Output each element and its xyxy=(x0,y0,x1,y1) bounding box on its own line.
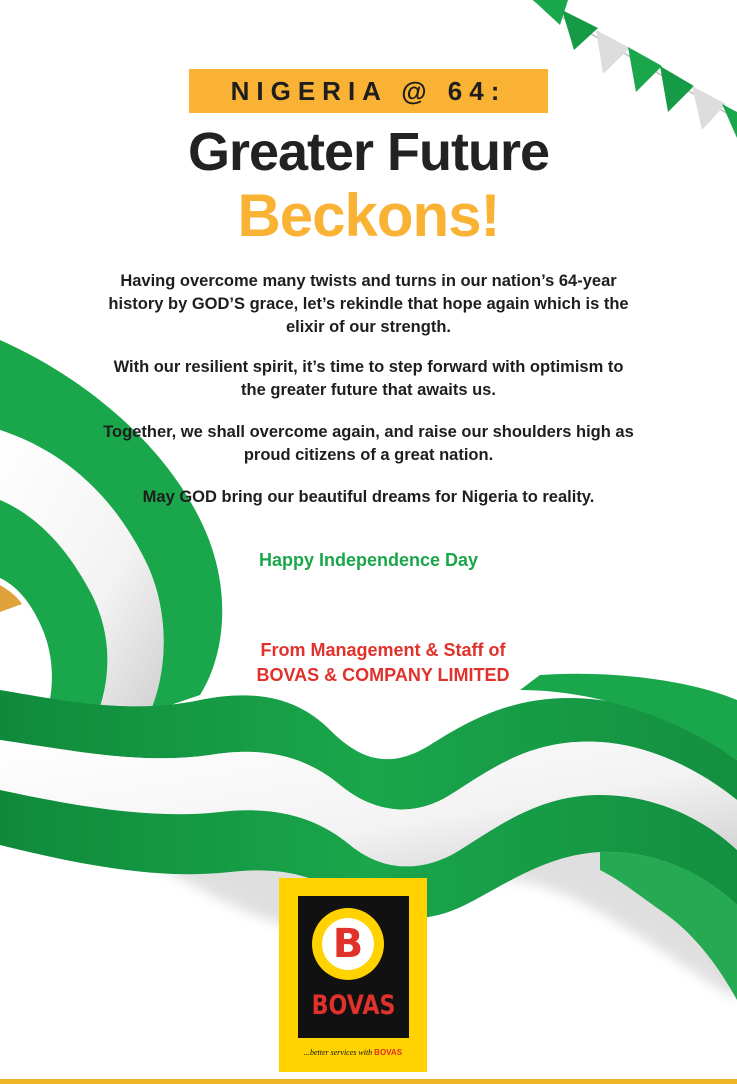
logo-tagline xyxy=(279,1048,427,1057)
headline-accent: Beckons! xyxy=(237,182,500,249)
body-paragraph-4: May GOD bring our beautiful dreams for Nigeria to reality. xyxy=(142,488,595,506)
eyebrow-banner: NIGERIA @ 64: xyxy=(189,69,548,113)
logo-panel xyxy=(298,896,409,1038)
logo-tagline-text: ...better services with xyxy=(303,1048,373,1057)
bovas-logo xyxy=(279,878,427,1072)
headline-primary: Greater Future xyxy=(187,122,550,182)
logo-wordmark: BOVAS xyxy=(311,990,396,1021)
logo-ring-icon xyxy=(312,908,384,980)
signoff-line-2: BOVAS & COMPANY LIMITED xyxy=(256,665,510,685)
body-paragraph-2: With our resilient spirit, it’s time to step forward with optimism to the greater future that awaits us. xyxy=(113,358,624,399)
greeting-text: Happy Independence Day xyxy=(258,550,479,570)
logo-tagline-brand: BOVAS xyxy=(374,1048,403,1057)
logo-letter: B xyxy=(322,918,374,970)
body-paragraph-3: Together, we shall overcome again, and raise our shoulders high as proud citizens of a great nation. xyxy=(103,423,634,464)
body-paragraph-1: Having overcome many twists and turns in our nation’s 64-year history by GOD’S grace, let’s rekindle that hope again which is the elixir of our strength. xyxy=(108,272,629,336)
signoff-line-1: From Management & Staff of xyxy=(260,640,506,660)
bottom-border xyxy=(0,1079,737,1084)
bunting-flags-icon xyxy=(533,0,737,138)
